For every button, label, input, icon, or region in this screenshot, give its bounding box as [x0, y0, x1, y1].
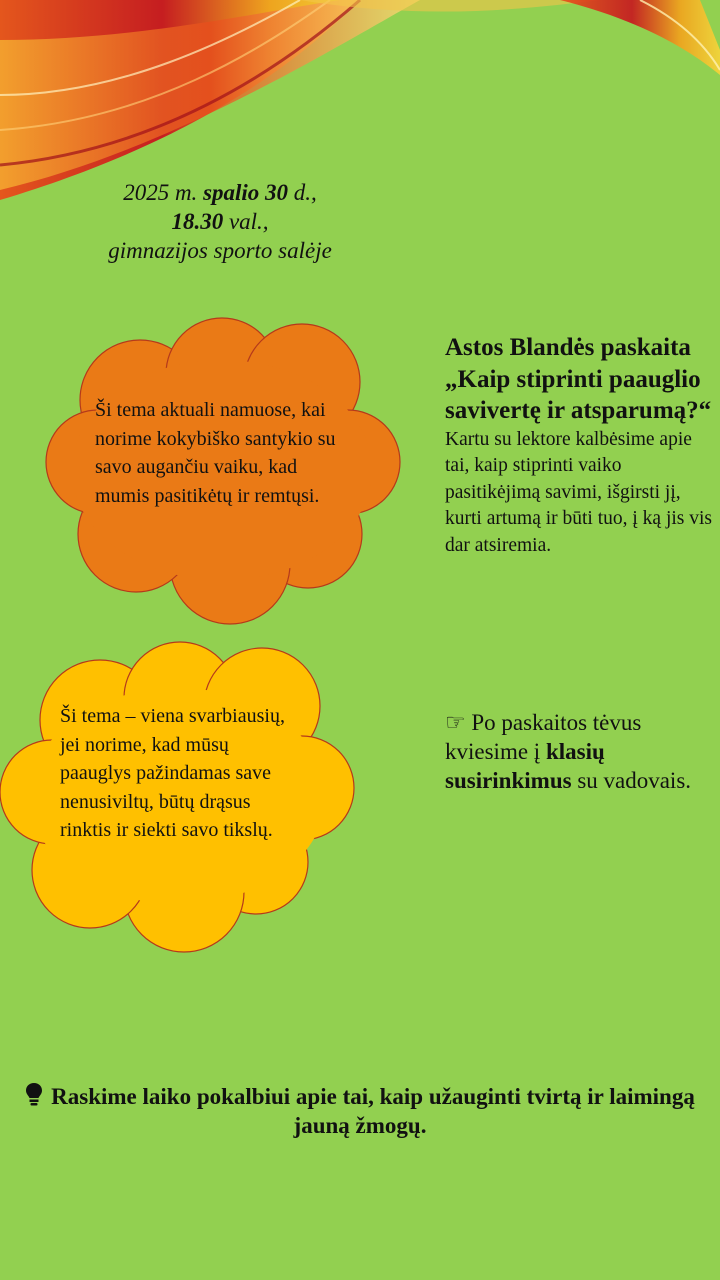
pointing-hand-icon: ☞	[445, 710, 466, 735]
lecture-title: Astos Blandės paskaita „Kaip stiprinti paauglio savivertę ir atsparumą?“	[445, 334, 712, 424]
closing-message	[25, 1082, 695, 1140]
class-meetings-text: klasių susirinkimus	[445, 739, 605, 793]
lecture-info	[445, 332, 713, 559]
event-day-suffix: d.,	[293, 180, 317, 205]
event-year: 2025 m.	[123, 180, 198, 205]
after-lecture-text-before: Po paskaitos tėvus kviesime į	[445, 710, 642, 764]
yellow-cloud-callout	[0, 640, 356, 956]
event-place: gimnazijos sporto salėje	[108, 238, 332, 263]
closing-text: Raskime laiko pokalbiui apie tai, kaip užauginti tvirtą ir laimingą jauną žmogų.	[51, 1084, 695, 1138]
orange-cloud-callout	[40, 312, 404, 630]
event-time: 18.30	[171, 209, 224, 234]
event-datetime-place	[60, 178, 380, 265]
yellow-cloud-text: Ši tema – viena svarbiausių, jei norime, kad mūsų paauglys pažindamas save nenusiviltų, būtų drąsus rinktis ir siekti savo tikslų.	[60, 705, 285, 841]
after-lecture-note	[445, 708, 695, 795]
event-time-suffix: val.,	[228, 209, 269, 234]
event-date: spalio 30	[203, 180, 289, 205]
orange-cloud-text: Ši tema aktuali namuose, kai norime kokybiško santykio su savo augančiu vaiku, kad mumis pasitikėtų ir remtųsi.	[95, 399, 336, 507]
after-lecture-text-after: su vadovais.	[577, 768, 692, 793]
lecture-description: Kartu su lektore kalbėsime apie tai, kaip stiprinti vaiko pasitikėjimą savimi, išgirsti jį, kurti artumą ir būti tuo, į ką jis vis dar atsiremia.	[445, 428, 713, 556]
lightbulb-icon	[25, 1082, 43, 1108]
